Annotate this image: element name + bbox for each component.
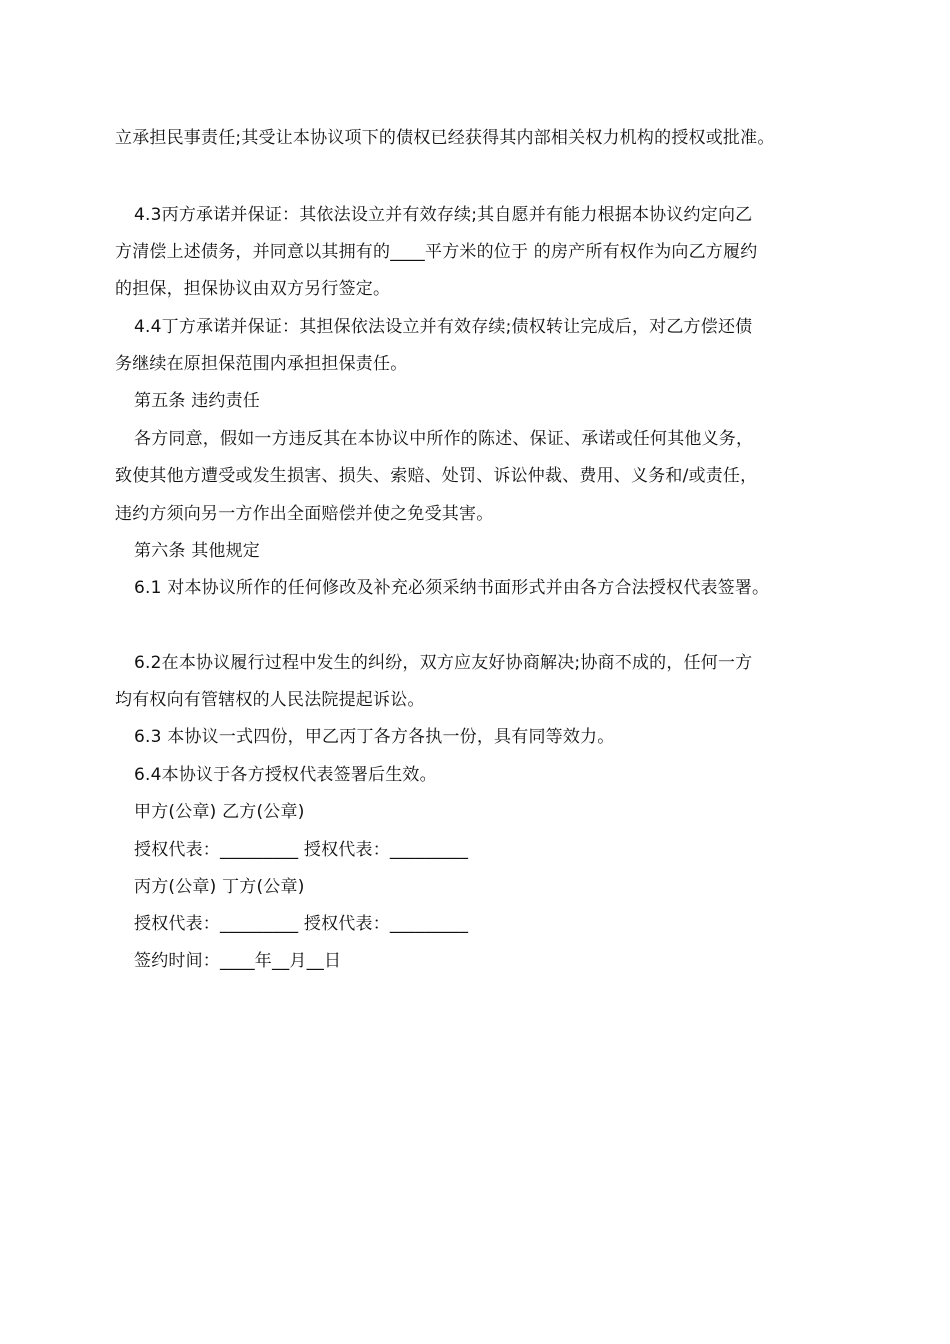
article-6-heading: 第六条 其他规定 <box>134 541 261 561</box>
text-line: 各方同意，假如一方违反其在本协议中所作的陈述、保证、承诺或任何其他义务， <box>134 429 754 449</box>
signature-reps-1: 授权代表：_________ 授权代表：_________ <box>134 840 469 860</box>
signature-parties-1: 甲方(公章) 乙方(公章) <box>134 802 305 822</box>
clause-6-4: 6.4本协议于各方授权代表签署后生效。 <box>134 765 437 785</box>
text-line: 致使其他方遭受或发生损害、损失、索赔、处罚、诉讼仲裁、费用、义务和/或责任， <box>115 466 758 486</box>
text-line: 的担保，担保协议由双方另行签定。 <box>115 279 391 299</box>
article-5-heading: 第五条 违约责任 <box>134 391 261 411</box>
clause-6-3: 6.3 本协议一式四份，甲乙丙丁各方各执一份，具有同等效力。 <box>134 727 615 747</box>
text-line: 方清偿上述债务，并同意以其拥有的____平方米的位于 的房产所有权作为向乙方履约 <box>115 242 758 262</box>
signature-reps-2: 授权代表：_________ 授权代表：_________ <box>134 914 469 934</box>
clause-4-3: 4.3丙方承诺并保证：其依法设立并有效存续;其自愿并有能力根据本协议约定向乙 <box>134 205 753 225</box>
clause-6-2: 6.2在本协议履行过程中发生的纠纷，双方应友好协商解决;协商不成的，任何一方 <box>134 653 753 673</box>
clause-4-4: 4.4丁方承诺并保证：其担保依法设立并有效存续;债权转让完成后，对乙方偿还债 <box>134 317 753 337</box>
signature-parties-2: 丙方(公章) 丁方(公章) <box>134 877 305 897</box>
clause-6-1: 6.1 对本协议所作的任何修改及补充必须采纳书面形式并由各方合法授权代表签署。 <box>134 578 770 598</box>
text-line: 均有权向有管辖权的人民法院提起诉讼。 <box>115 690 425 710</box>
text-line: 违约方须向另一方作出全面赔偿并使之免受其害。 <box>115 504 494 524</box>
signing-date: 签约时间：____年__月__日 <box>134 951 342 971</box>
text-line: 立承担民事责任;其受让本协议项下的债权已经获得其内部相关权力机构的授权或批准。 <box>115 128 775 148</box>
text-line: 务继续在原担保范围内承担担保责任。 <box>115 354 408 374</box>
